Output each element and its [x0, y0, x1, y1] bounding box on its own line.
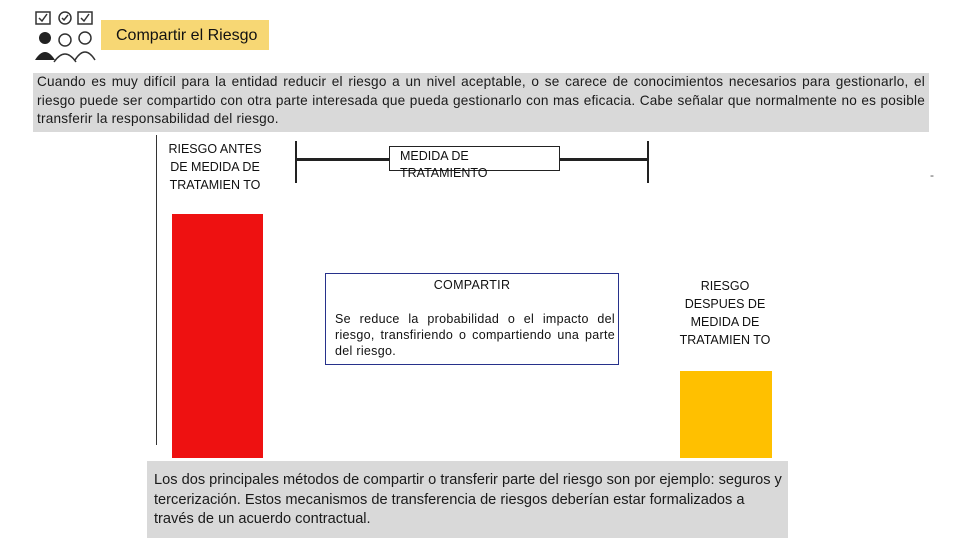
treatment-bracket-right: [647, 141, 649, 183]
risk-after-label: RIESGO DESPUES DE MEDIDA DE TRATAMIEN TO: [679, 279, 771, 347]
page-title: Compartir el Riesgo: [116, 27, 258, 44]
people-checklist-icon: [32, 10, 98, 66]
intro-paragraph: Cuando es muy difícil para la entidad reducir el riesgo a un nivel aceptable, o se carece de conocimientos necesarios para gestionarlo, el riesgo puede ser compartido con otra parte interesada que pueda gestionarlo con mas eficacia. Cabe señalar que normalmente no es posible transferir la responsabilidad del riesgo.: [33, 73, 929, 132]
risk-before-label: RIESGO ANTES DE MEDIDA DE TRATAMIEN TO: [168, 142, 262, 192]
share-description: Se reduce la probabilidad o el impacto del riesgo, transfiriendo o compartiendo una parte del riesgo.: [335, 312, 615, 358]
treatment-label-box: [389, 146, 560, 180]
treatment-line-left: [295, 158, 389, 161]
risk-before-bar: [172, 214, 263, 458]
vertical-axis: [156, 135, 157, 445]
edge-mark: -: [930, 168, 934, 182]
treatment-bracket-left: [295, 141, 297, 183]
share-title: COMPARTIR: [433, 278, 511, 292]
treatment-label: MEDIDA DE TRATAMIENTO: [400, 149, 488, 180]
share-box: [325, 273, 619, 365]
treatment-line-right: [560, 158, 648, 161]
note-paragraph: Los dos principales métodos de compartir o transferir parte del riesgo son por ejemplo: seguros y tercerización. Estos mecanismos de transferencia de riesgos deberían estar formalizados a través de un acuerdo contractual.: [147, 461, 788, 538]
risk-after-bar: [680, 371, 772, 458]
